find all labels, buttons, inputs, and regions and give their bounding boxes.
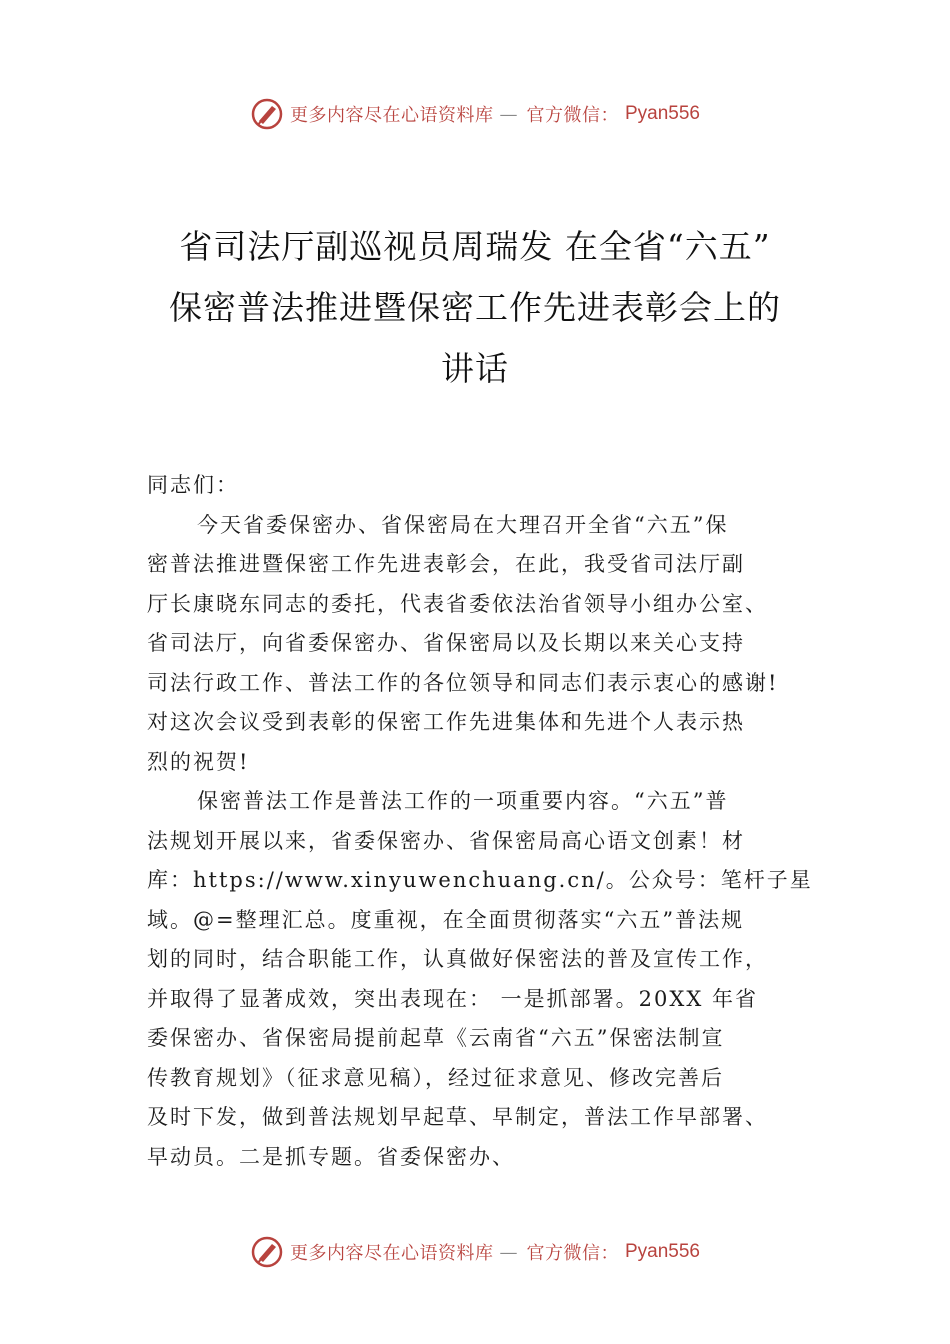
body-line: 并取得了显著成效，突出表现在： 一是抓部署。20XX 年省 bbox=[147, 986, 758, 1011]
body-line: 委保密办、省保密局提前起草《云南省“六五”保密法制宣 bbox=[147, 1026, 725, 1050]
title-line-3: 讲话 bbox=[441, 349, 509, 388]
body-line: 传教育规划》（征求意见稿），经过征求意见、修改完善后 bbox=[147, 1065, 724, 1090]
banner-brand-text: 更多内容尽在心语资料库 bbox=[289, 105, 494, 126]
body-line: 密普法推进暨保密工作先进表彰会，在此，我受省司法厅副 bbox=[147, 552, 745, 576]
document-title bbox=[100, 216, 850, 399]
body-line: 划的同时，结合职能工作，认真做好保密法的普及宣传工作， bbox=[147, 947, 768, 971]
banner-brand-text: 更多内容尽在心语资料库 bbox=[289, 1243, 494, 1264]
banner-handle: Pyan556 bbox=[624, 103, 700, 124]
body-line: 保密普法工作是普法工作的一项重要内容。“六五”普 bbox=[197, 789, 729, 813]
body-line: 烈的祝贺! bbox=[147, 749, 250, 774]
body-line: 域。@=整理汇总。度重视，在全面贯彻落实“六五”普法规 bbox=[147, 907, 745, 932]
banner-separator: — bbox=[499, 103, 521, 125]
document-body bbox=[147, 466, 847, 1177]
body-line: 司法行政工作、普法工作的各位领导和同志们表示衷心的感谢! bbox=[147, 670, 779, 695]
title-line-2: 保密普法推进暨保密工作先进表彰会上的 bbox=[169, 288, 781, 327]
footer-banner bbox=[0, 1232, 950, 1272]
body-line: 今天省委保密办、省保密局在大理召开全省“六五”保 bbox=[197, 512, 729, 537]
header-banner bbox=[0, 94, 950, 134]
pen-seal-icon bbox=[250, 97, 284, 131]
body-line: 早动员。二是抓专题。省委保密办、 bbox=[147, 1144, 515, 1169]
body-line: 及时下发，做到普法规划早起草、早制定，普法工作早部署、 bbox=[147, 1105, 768, 1129]
title-line-1: 省司法厅副巡视员周瑞发 在全省“六五” bbox=[179, 227, 771, 266]
body-line: 法规划开展以来，省委保密办、省保密局高心语文创素！材 bbox=[147, 828, 745, 853]
body-line: 对这次会议受到表彰的保密工作先进集体和先进个人表示热 bbox=[147, 710, 745, 734]
banner-separator: — bbox=[499, 1241, 521, 1263]
banner-wechat-label: 官方微信： bbox=[526, 105, 619, 126]
banner-handle: Pyan556 bbox=[624, 1241, 700, 1262]
body-line: 厅长康晓东同志的委托，代表省委依法治省领导小组办公室、 bbox=[147, 591, 768, 616]
pen-seal-icon bbox=[250, 1235, 284, 1269]
salutation: 同志们： bbox=[147, 473, 239, 497]
body-line: 省司法厅，向省委保密办、省保密局以及长期以来关心支持 bbox=[147, 631, 745, 655]
body-line: 库：https://www.xinyuwenchuang.cn/。公众号：笔杆子星 bbox=[147, 868, 813, 892]
banner-wechat-label: 官方微信： bbox=[526, 1243, 619, 1264]
